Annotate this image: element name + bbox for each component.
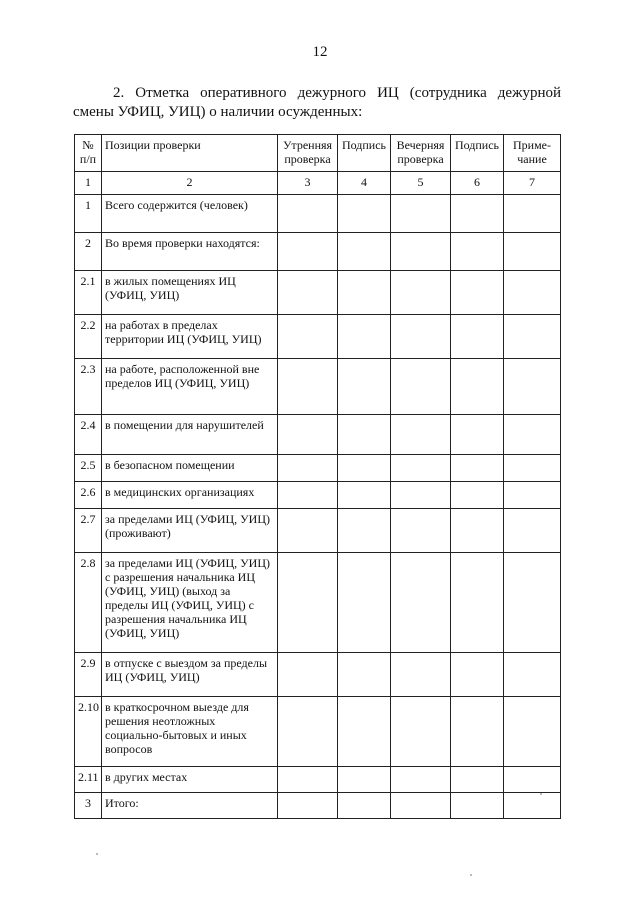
signature-cell[interactable] (338, 271, 391, 315)
table-row (75, 455, 561, 482)
row-number: 2.4 (75, 415, 102, 455)
signature-cell[interactable] (451, 233, 504, 271)
signature-cell[interactable] (338, 455, 391, 482)
section-heading (73, 84, 561, 122)
morning-check-cell[interactable] (278, 359, 338, 415)
signature-cell[interactable] (451, 697, 504, 767)
scan-speck (540, 793, 542, 795)
section-heading-line-1: 2. Отметка оперативного дежурного ИЦ (сотрудника дежурной (113, 85, 561, 101)
signature-cell[interactable] (338, 793, 391, 819)
column-number: 1 (75, 172, 102, 195)
header-cell-number: № п/п (75, 135, 102, 172)
row-label: за пределами ИЦ (УФИЦ, УИЦ) с разрешения начальника ИЦ (УФИЦ, УИЦ) (выход за пределы ИЦ (УФИЦ, УИЦ) с разрешения начальника ИЦ (УФИЦ, УИЦ) (102, 553, 278, 653)
row-label: в отпуске с выездом за пределы ИЦ (УФИЦ, УИЦ) (102, 653, 278, 697)
note-cell[interactable] (504, 315, 561, 359)
signature-cell[interactable] (338, 509, 391, 553)
signature-cell[interactable] (451, 793, 504, 819)
header-cell-signature-2: Подпись (451, 135, 504, 172)
section-heading-line-2: смены УФИЦ, УИЦ) о наличии осужденных: (73, 104, 363, 120)
signature-cell[interactable] (451, 509, 504, 553)
row-number: 2.5 (75, 455, 102, 482)
signature-cell[interactable] (338, 415, 391, 455)
signature-cell[interactable] (451, 482, 504, 509)
morning-check-cell[interactable] (278, 767, 338, 793)
row-number: 2.11 (75, 767, 102, 793)
note-cell[interactable] (504, 509, 561, 553)
row-number: 2.2 (75, 315, 102, 359)
row-number: 2.10 (75, 697, 102, 767)
row-label: в помещении для нарушителей (102, 415, 278, 455)
evening-check-cell[interactable] (391, 653, 451, 697)
note-cell[interactable] (504, 455, 561, 482)
evening-check-cell[interactable] (391, 271, 451, 315)
table-row (75, 509, 561, 553)
note-cell[interactable] (504, 482, 561, 509)
evening-check-cell[interactable] (391, 233, 451, 271)
signature-cell[interactable] (451, 653, 504, 697)
signature-cell[interactable] (338, 482, 391, 509)
table-row (75, 553, 561, 653)
signature-cell[interactable] (338, 233, 391, 271)
header-cell-morning-check: Утренняя проверка (278, 135, 338, 172)
morning-check-cell[interactable] (278, 482, 338, 509)
table-row (75, 767, 561, 793)
morning-check-cell[interactable] (278, 697, 338, 767)
header-cell-note: Приме-чание (504, 135, 561, 172)
signature-cell[interactable] (338, 767, 391, 793)
signature-cell[interactable] (338, 653, 391, 697)
signature-cell[interactable] (451, 195, 504, 233)
table-row (75, 233, 561, 271)
table-row (75, 195, 561, 233)
morning-check-cell[interactable] (278, 315, 338, 359)
evening-check-cell[interactable] (391, 482, 451, 509)
morning-check-cell[interactable] (278, 553, 338, 653)
column-number: 2 (102, 172, 278, 195)
column-number-row (75, 172, 561, 195)
row-label: за пределами ИЦ (УФИЦ, УИЦ) (проживают) (102, 509, 278, 553)
signature-cell[interactable] (451, 315, 504, 359)
morning-check-cell[interactable] (278, 195, 338, 233)
evening-check-cell[interactable] (391, 793, 451, 819)
table-header-row (75, 135, 561, 172)
note-cell[interactable] (504, 767, 561, 793)
morning-check-cell[interactable] (278, 653, 338, 697)
header-cell-positions: Позиции проверки (102, 135, 278, 172)
row-label: на работах в пределах территории ИЦ (УФИЦ, УИЦ) (102, 315, 278, 359)
row-number: 2.6 (75, 482, 102, 509)
table-row (75, 415, 561, 455)
signature-cell[interactable] (338, 697, 391, 767)
row-number: 2 (75, 233, 102, 271)
signature-cell[interactable] (451, 553, 504, 653)
note-cell[interactable] (504, 233, 561, 271)
evening-check-cell[interactable] (391, 553, 451, 653)
row-number: 2.9 (75, 653, 102, 697)
row-label: в безопасном помещении (102, 455, 278, 482)
evening-check-cell[interactable] (391, 697, 451, 767)
table-row (75, 653, 561, 697)
scan-speck (96, 853, 98, 855)
table-row (75, 315, 561, 359)
signature-cell[interactable] (451, 415, 504, 455)
morning-check-cell[interactable] (278, 233, 338, 271)
note-cell[interactable] (504, 271, 561, 315)
row-label: в других местах (102, 767, 278, 793)
column-number: 7 (504, 172, 561, 195)
inmate-presence-table (74, 134, 561, 819)
evening-check-cell[interactable] (391, 359, 451, 415)
evening-check-cell[interactable] (391, 509, 451, 553)
header-cell-evening-check: Вечерняя проверка (391, 135, 451, 172)
table-row (75, 697, 561, 767)
note-cell[interactable] (504, 653, 561, 697)
note-cell[interactable] (504, 415, 561, 455)
table-row (75, 359, 561, 415)
note-cell[interactable] (504, 793, 561, 819)
column-number: 5 (391, 172, 451, 195)
row-label: Всего содержится (человек) (102, 195, 278, 233)
signature-cell[interactable] (338, 315, 391, 359)
row-label: в жилых помещениях ИЦ (УФИЦ, УИЦ) (102, 271, 278, 315)
note-cell[interactable] (504, 553, 561, 653)
column-number: 6 (451, 172, 504, 195)
row-number: 2.1 (75, 271, 102, 315)
morning-check-cell[interactable] (278, 271, 338, 315)
row-label: Во время проверки находятся: (102, 233, 278, 271)
column-number: 4 (338, 172, 391, 195)
evening-check-cell[interactable] (391, 455, 451, 482)
morning-check-cell[interactable] (278, 415, 338, 455)
table-row (75, 271, 561, 315)
row-label: в медицинских организациях (102, 482, 278, 509)
row-label: на работе, расположенной вне пределов ИЦ (УФИЦ, УИЦ) (102, 359, 278, 415)
evening-check-cell[interactable] (391, 415, 451, 455)
evening-check-cell[interactable] (391, 315, 451, 359)
page-number: 12 (312, 44, 328, 60)
morning-check-cell[interactable] (278, 793, 338, 819)
morning-check-cell[interactable] (278, 455, 338, 482)
signature-cell[interactable] (338, 195, 391, 233)
row-number: 2.7 (75, 509, 102, 553)
signature-cell[interactable] (451, 359, 504, 415)
row-label: Итого: (102, 793, 278, 819)
signature-cell[interactable] (451, 271, 504, 315)
header-cell-signature-1: Подпись (338, 135, 391, 172)
row-number: 2.8 (75, 553, 102, 653)
row-number: 2.3 (75, 359, 102, 415)
row-number: 3 (75, 793, 102, 819)
morning-check-cell[interactable] (278, 509, 338, 553)
scan-speck (470, 874, 472, 876)
note-cell[interactable] (504, 359, 561, 415)
table-row-total (75, 793, 561, 819)
evening-check-cell[interactable] (391, 195, 451, 233)
row-label: в краткосрочном выезде для решения неотложных социально-бытовых и иных вопросов (102, 697, 278, 767)
row-number: 1 (75, 195, 102, 233)
signature-cell[interactable] (338, 359, 391, 415)
signature-cell[interactable] (338, 553, 391, 653)
column-number: 3 (278, 172, 338, 195)
table-row (75, 482, 561, 509)
evening-check-cell[interactable] (391, 767, 451, 793)
note-cell[interactable] (504, 697, 561, 767)
signature-cell[interactable] (451, 767, 504, 793)
note-cell[interactable] (504, 195, 561, 233)
signature-cell[interactable] (451, 455, 504, 482)
